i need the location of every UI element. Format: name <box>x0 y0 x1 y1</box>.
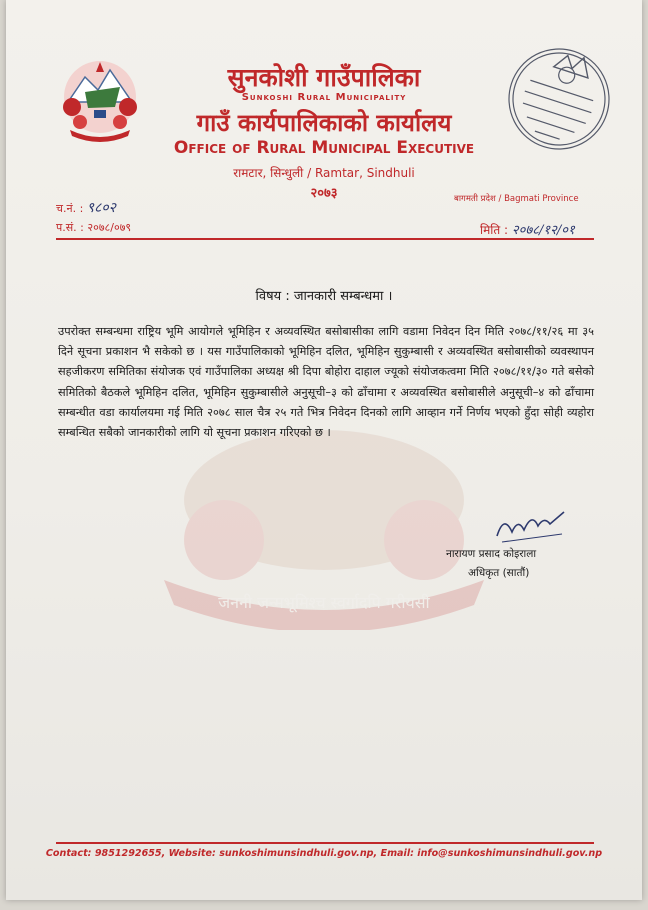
signatory-name: नारायण प्रसाद कोइराला <box>446 548 537 560</box>
date-value: २०७८/१२/०१ <box>511 223 575 238</box>
cha-number-label: च.नं. : <box>56 202 84 215</box>
watermark-motto: जननी जन्मभूमिश्च स्वर्गादपि गरीयसी <box>218 593 430 612</box>
letter-page <box>6 0 642 900</box>
cha-number <box>56 198 116 217</box>
municipality-name-nepali: सुनकोशी गाउँपालिका <box>227 63 421 92</box>
ps-number-value: २०७८/०७९ <box>87 221 132 234</box>
office-address: रामटार, सिन्धुली / Ramtar, Sindhuli <box>233 166 415 180</box>
province-label: बागमती प्रदेश / Bagmati Province <box>454 194 579 204</box>
municipality-name-english: Sunkoshi Rural Municipality <box>241 92 407 103</box>
ps-number <box>56 220 131 235</box>
footer-divider <box>56 842 594 844</box>
office-name-nepali: गाउँ कार्यपालिकाको कार्यालय <box>196 108 452 137</box>
date-label: मिति : <box>480 223 509 237</box>
signatory-title: अधिकृत (सातौं) <box>468 567 530 579</box>
handwritten-signature <box>492 506 572 546</box>
letter-subject: विषय : जानकारी सम्बन्धमा । <box>255 289 393 304</box>
emblem-watermark <box>124 430 524 630</box>
letter-body: उपरोक्त सम्बन्धमा राष्ट्रिय भूमि आयोगले भूमिहिन र अव्यवस्थित बसोबासीका लागि वडामा निवेदन दिन मिति २०७८/११/२६ मा ३५ दिने सूचना प्रकाशन भै सकेको छ । यस गाउँपालिकाको भूमिहिन दलित, भूमिहिन सुकुम्बासी र अव्यवस्थित बसोबासीको व्यवस्थापन सहजीकरण समितिका संयोजक एवं गाउँपालिका अध्यक्ष श्री दिपा बोहोरा दाहाल ज्यूको संयोजकत्वमा मिति २०७८/११/३० गते बसेको समितिको बैठकले भूमिहिन दलित, भूमिहिन सुकुम्बासीले अनुसूची–३ को ढाँचामा र अव्यवस्थित बसोबासीले अनुसूची–४ को ढाँचामा सम्बन्धीत वडा कार्यालयमा गई मिति २०७८ साल चैत्र २५ गते भित्र निवेदन दिनको लागि आव्हान गर्ने निर्णय भएको हुँदा सोही व्यहोरा सम्बन्धित सबैको जानकारीको लागि यो सूचना प्रकाशन गरिएको छ । <box>58 325 595 440</box>
footer-contact: Contact: 9851292655, Website: sunkoshimunsindhuli.gov.np, Email: info@sunkoshimunsindhuli.gov.np <box>45 848 603 859</box>
ps-number-label: प.सं. : <box>56 221 84 234</box>
office-name-english: Office of Rural Municipal Executive <box>173 138 475 158</box>
letter-date <box>480 220 575 238</box>
cha-number-value: ९८०२ <box>86 200 116 216</box>
header-divider <box>56 238 594 240</box>
establishment-year: २०७३ <box>310 186 338 201</box>
